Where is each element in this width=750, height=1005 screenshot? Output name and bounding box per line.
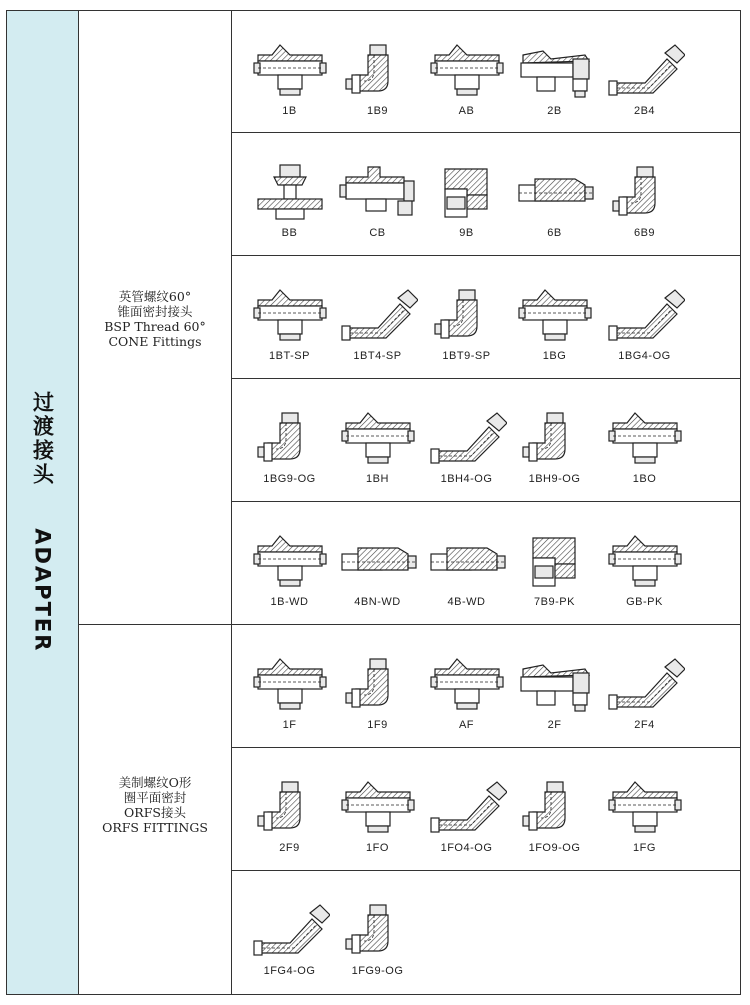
product-code: 1FG [633,842,656,854]
elbow-45-icon [424,778,509,836]
elbow-90-icon [335,655,420,713]
product-code: 1BG [542,350,567,362]
bulkhead-icon [247,163,332,221]
category-line: ORFS FITTINGS [102,820,208,835]
elbow-90-icon [512,778,597,836]
product-item [602,532,687,608]
product-code: 1B [282,105,297,117]
tee-icon [424,41,509,99]
product-item [602,409,687,485]
section-title [28,391,58,652]
product-code: 1F [282,719,297,731]
product-item [424,409,509,485]
product-item [335,41,420,117]
elbow-45-icon [602,655,687,713]
product-item [512,286,597,362]
block-elbow-icon [424,163,509,221]
product-code: 1BH4-OG [440,473,493,485]
product-code: 2F4 [634,719,655,731]
product-item [335,163,420,239]
product-code: 4BN-WD [354,596,401,608]
product-code: 1BH [366,473,389,485]
product-code: AB [458,105,475,117]
product-code: 1FO [366,842,389,854]
product-code: 2F9 [279,842,300,854]
product-item [424,163,509,239]
category-line: CONE Fittings [108,334,202,349]
category-line: 美制螺纹O形 [118,775,192,790]
tee-icon [602,778,687,836]
product-code: 6B [547,227,562,239]
product-item [335,901,420,977]
product-item [424,532,509,608]
product-item [247,41,332,117]
product-code: 1B-WD [270,596,309,608]
product-item [335,778,420,854]
tee-icon [335,778,420,836]
sidebar [7,11,79,994]
elbow-90-icon [424,286,509,344]
product-code: BB [281,227,298,239]
elbow-90-icon [512,409,597,467]
tee-swivel-icon [512,41,597,99]
product-item [335,286,420,362]
product-code: 1FO9-OG [528,842,581,854]
product-code: 1BG4-OG [618,350,671,362]
product-item [424,41,509,117]
product-code: 2B4 [633,105,656,117]
product-code: 1BH9-OG [528,473,581,485]
category-line: 英管螺纹60° [118,289,192,304]
product-code: 1FG4-OG [263,965,316,977]
product-item [602,655,687,731]
product-item [512,778,597,854]
category-bsp [79,11,232,625]
product-item [247,655,332,731]
product-item [247,778,332,854]
cross-icon [335,163,420,221]
product-item [247,163,332,239]
product-row [232,133,740,256]
category-line: 圈平面密封 [123,790,187,805]
product-item [512,409,597,485]
product-code: 1BT9-SP [442,350,491,362]
product-row [232,379,740,502]
straight-icon [335,532,420,590]
product-item [512,163,597,239]
category-label [79,775,231,835]
product-item [247,409,332,485]
product-code: 1F9 [367,719,388,731]
elbow-45-icon [424,409,509,467]
product-code: 1FO4-OG [440,842,493,854]
product-code: 1BO [632,473,657,485]
tee-icon [602,409,687,467]
product-item [602,778,687,854]
product-code: 7B9-PK [534,596,575,608]
product-code: 1BT4-SP [353,350,402,362]
product-code: 2F [547,719,562,731]
elbow-90-icon [335,901,420,959]
product-item [424,655,509,731]
tee-icon [247,532,332,590]
elbow-45-icon [602,286,687,344]
product-code: AF [458,719,475,731]
category-label [79,289,231,349]
product-row [232,502,740,625]
tee-icon [424,655,509,713]
tee-icon [247,655,332,713]
product-item [247,286,332,362]
product-code: GB-PK [626,596,663,608]
product-code: 2B [547,105,562,117]
product-item [512,41,597,117]
tee-icon [335,409,420,467]
elbow-45-icon [602,41,687,99]
elbow-90-icon [335,41,420,99]
product-item [602,163,687,239]
elbow-90-icon [247,409,332,467]
tee-icon [247,286,332,344]
tee-icon [602,532,687,590]
straight-icon [512,163,597,221]
product-item [247,532,332,608]
product-code: 4B-WD [447,596,486,608]
product-item [424,778,509,854]
category-line: 锥面密封接头 [117,304,193,319]
product-row [232,256,740,379]
product-code: 1B9 [366,105,389,117]
product-item [247,901,332,977]
product-item [335,655,420,731]
product-item [424,286,509,362]
category-line: ORFS接头 [124,805,186,820]
product-code: 1BG9-OG [263,473,316,485]
catalog-page [6,10,741,995]
product-code: 6B9 [633,227,656,239]
straight-icon [424,532,509,590]
product-row [232,748,740,871]
category-orfs [79,625,232,994]
product-item [335,532,420,608]
elbow-45-icon [247,901,332,959]
tee-swivel-icon [512,655,597,713]
section-title-cn: 过渡接头 [30,391,55,487]
section-title-en: ADAPTER [30,528,55,653]
tee-icon [247,41,332,99]
tee-icon [512,286,597,344]
product-row [232,625,740,748]
product-item [335,409,420,485]
product-item [602,286,687,362]
product-code: CB [369,227,386,239]
product-code: 1BT-SP [269,350,310,362]
product-item [512,655,597,731]
elbow-90-icon [247,778,332,836]
block-elbow-icon [512,532,597,590]
elbow-90-icon [602,163,687,221]
product-code: 1FG9-OG [351,965,404,977]
product-row [232,11,740,133]
product-code: 9B [459,227,474,239]
product-item [512,532,597,608]
elbow-45-icon [335,286,420,344]
category-line: BSP Thread 60° [104,319,206,334]
product-row [232,871,740,994]
product-item [602,41,687,117]
